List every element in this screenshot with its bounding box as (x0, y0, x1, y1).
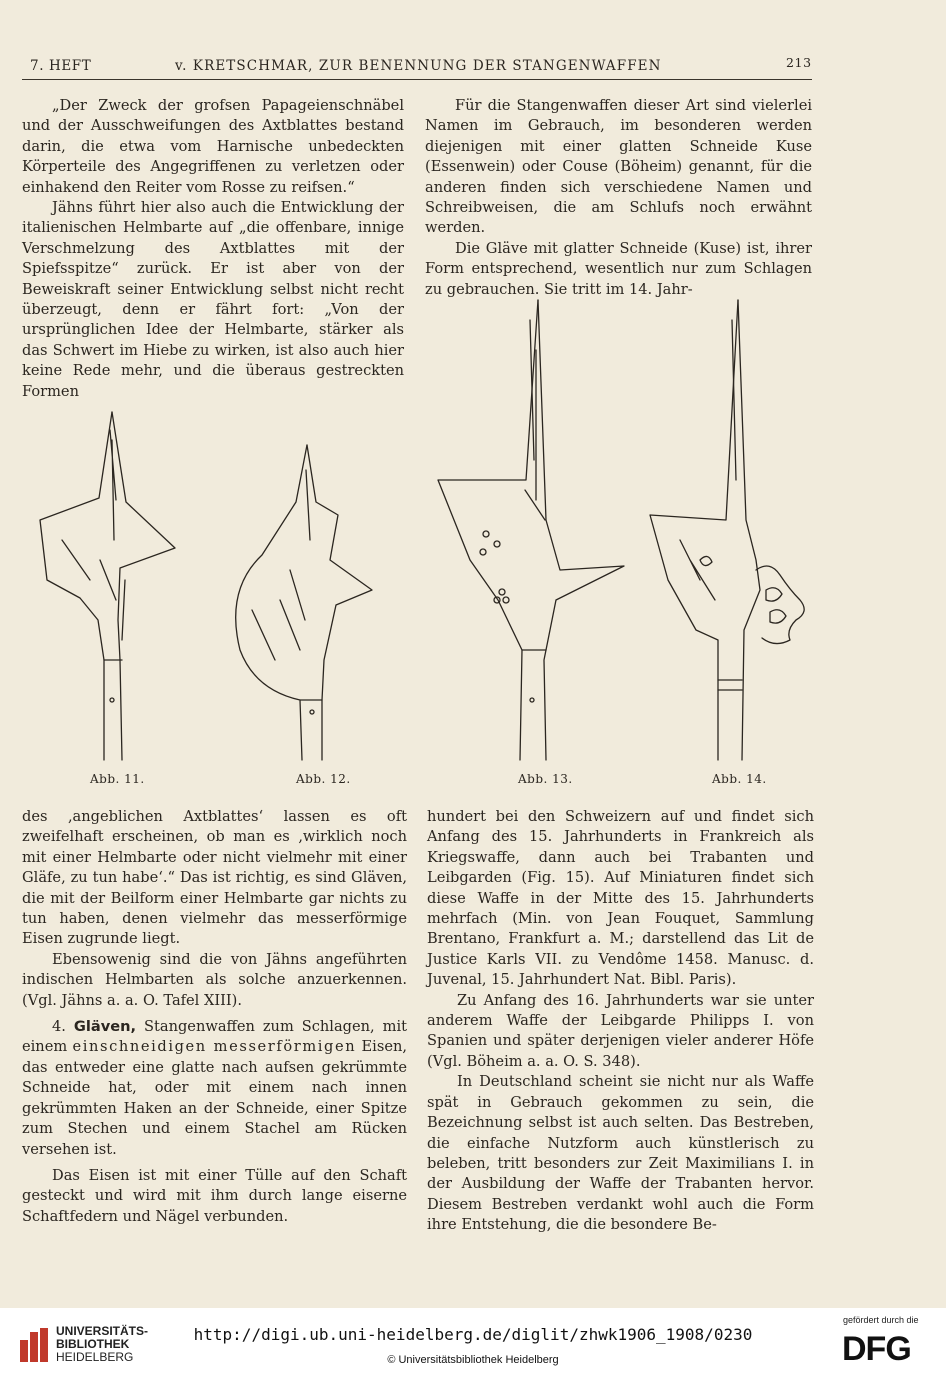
column-right-top (425, 96, 812, 300)
paragraph: Ebensowenig sind die von Jähns angeführten indischen Helmbarten als solche anzuerkennen. (Vgl. Jähns a. a. O. Tafel XIII). (22, 950, 407, 1009)
library-line: BIBLIOTHEK (56, 1337, 130, 1351)
paragraph: Für die Stangenwaffen dieser Art sind vielerlei Namen im Gebrauch, im besonderen werden diejenigen mit einer glatten Schneide Kuse (Essenwein) oder Couse (Böheim) genannt, für die anderen finden sich verschiedene Namen und Schreibweisen, die am Schlufs noch erwähnt werden. (425, 97, 812, 237)
paragraph-glaeven (22, 1017, 407, 1160)
caption-abb-13: Abb. 13. (518, 772, 573, 786)
paragraph: In Deutschland scheint sie nicht nur als Waffe spät in Gebrauch gekommen zu sein, die Bezeichnung selbst ist auch selten. Das Bestreben, die einfache Nutzform auch künstlerisch zu beleben, tritt besonders zur Zeit Maximilians I. in der Ausbildung der Waffe der Trabanten hervor. Diesem Bestreben verdankt wohl auch die Form ihre Entstehung, die die besondere Be- (427, 1073, 814, 1234)
library-line: HEIDELBERG (56, 1350, 134, 1364)
permalink-url[interactable]: http://digi.ub.uni-heidelberg.de/diglit/zhwk1906_1908/0230 (193, 1325, 753, 1344)
text-run: Eisen, das entweder eine glatte nach aufsen gekrümmte Schneide hat, oder mit einem nach innen gekrümmten Haken an der Schneide, einer Spitze zum Stechen und einem Stachel am Rücken versehen ist. (22, 1038, 408, 1158)
page-number: 213 (786, 55, 812, 70)
running-head-title: v. KRETSCHMAR, ZUR BENENNUNG DER STANGENWAFFEN (175, 58, 662, 74)
figure-abb-11 (40, 412, 175, 760)
header-rule (22, 79, 812, 80)
figure-abb-13 (438, 300, 624, 760)
paragraph: des ‚angeblichen Axtblattes‘ lassen es oft zweifelhaft erscheinen, ob man es ‚wirklich noch mit einer Helmbarte oder nicht vielmehr mit einer Gläfe, zu tun habe‘.“ Das ist richtig, es sind Gläven, die mit der Beilform einer Helmbarte gar nichts zu tun haben, denen vielmehr das messerförmige Eisen zugrunde liegt. (22, 808, 407, 948)
section-heading: Gläven, (73, 1018, 137, 1036)
paragraph: Zu Anfang des 16. Jahrhunderts war sie unter anderem Waffe der Leibgarde Philipps I. von Spanien und später derjenigen vieler anderer Höfe (Vgl. Böheim a. a. O. S. 348). (427, 991, 814, 1070)
paragraph: Die Gläve mit glatter Schneide (Kuse) ist, ihrer Form entsprechend, wesentlich nur zum Schlagen zu gebrauchen. Sie tritt im 14. Jahr- (425, 239, 812, 298)
spaced-emphasis: einschneidigen messerförmigen (72, 1038, 357, 1056)
dfg-logo: DFG (842, 1330, 911, 1368)
caption-abb-14: Abb. 14. (712, 772, 767, 786)
caption-abb-12: Abb. 12. (296, 772, 351, 786)
text-run: Stangenwaffen zum Schlagen, mit einem (22, 1018, 407, 1056)
funding-note: gefördert durch die (843, 1315, 919, 1325)
halberd-illustrations (0, 290, 946, 770)
column-right-bottom (427, 807, 814, 1236)
paragraph: „Der Zweck der grofsen Papageienschnäbel und der Ausschweifungen des Axtblattes bestand darin, die etwa vom Harnische unbedeckten Körperteile des Angegriffenen zu verletzen oder einhakend den Reiter vom Rosse zu reifsen.“ (22, 97, 404, 196)
figure-abb-14 (650, 300, 804, 760)
library-line: UNIVERSITÄTS- (56, 1324, 149, 1338)
running-head-left: 7. HEFT (30, 58, 92, 74)
paragraph: hundert bei den Schweizern auf und findet sich Anfang des 15. Jahrhunderts in Frankreich als Kriegswaffe, dann auch bei Trabanten und Leibgarden (Fig. 15). Auf Miniaturen findet sich diese Waffe in der Mitte des 15. Jahrhunderts mehrfach (Min. von Jean Fouquet, Sammlung Brentano, Frankfurt a. M.; darstellend das Lit de Justice Karls VII. zu Vendôme 1458. Manusc. d. Juvenal, 15. Jahrhundert Nat. Bibl. Paris). (427, 808, 814, 989)
paragraph: Jähns führt hier also auch die Entwicklung der italienischen Helmbarte auf „die offenbare, innige Verschmelzung des Axtblattes mit der Spiefsspitze“ zurück. Er ist aber von der Beweiskraft seiner Entwicklung selbst nicht recht überzeugt, denn er fährt fort: „Von der ursprünglichen Idee der Helmbarte, stärker als das Schwert im Hiebe zu wirken, ist also auch hier keine Rede mehr, und die überaus gestreckten Formen (22, 199, 404, 400)
column-left-bottom (22, 807, 407, 1227)
paragraph: Das Eisen ist mit einer Tülle auf den Schaft gesteckt und wird mit ihm durch lange eiserne Schaftfedern und Nägel verbunden. (22, 1166, 407, 1225)
caption-abb-11: Abb. 11. (90, 772, 145, 786)
section-number: 4. (52, 1018, 66, 1036)
figure-abb-12 (236, 445, 372, 760)
copyright-notice: © Universitätsbibliothek Heidelberg (387, 1354, 559, 1366)
digitization-footer (0, 1308, 946, 1378)
